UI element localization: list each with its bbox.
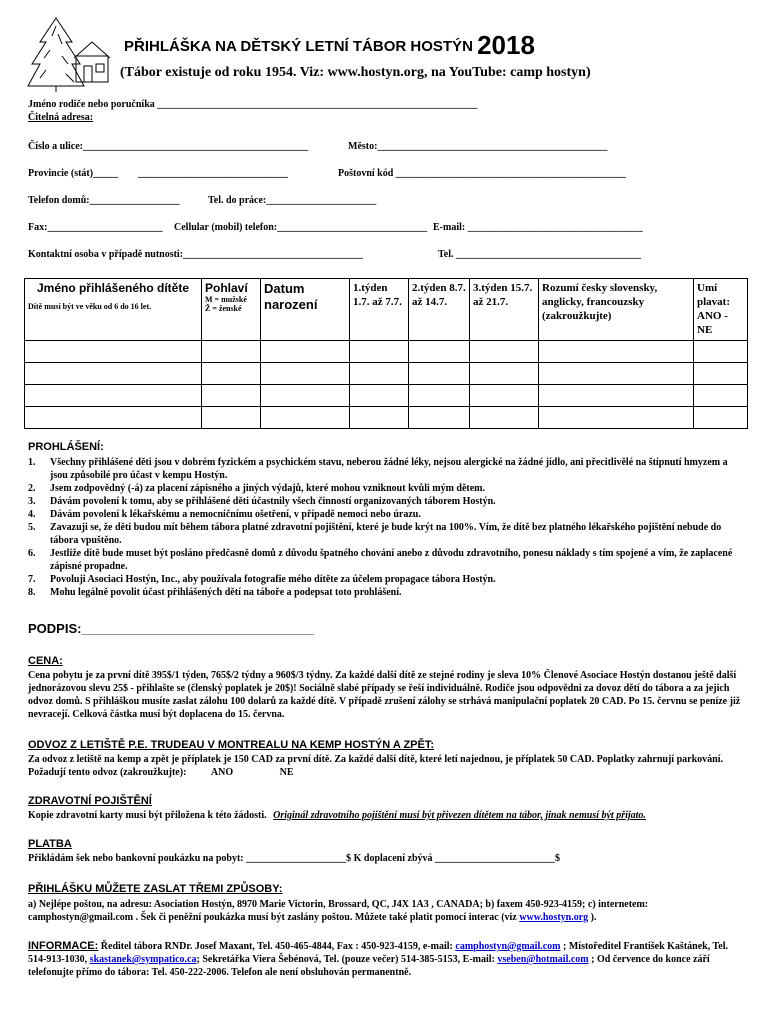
table-header-row — [25, 279, 748, 341]
postal-code-field[interactable]: Poštovní kód ______________________________________________ — [338, 168, 626, 179]
signature-field[interactable] — [28, 621, 314, 636]
year: 2018 — [477, 30, 535, 60]
home-phone-field[interactable]: Telefon domů:__________________ — [28, 195, 180, 206]
province-line[interactable]: ______________________________ — [138, 168, 288, 179]
email-link-secretary[interactable]: vseben@hotmail.com — [497, 954, 589, 965]
insurance-text: Kopie zdravotní karty musí být přiložena k této žádosti. Originál zdravotního pojištění musí být přivezen dítětem na tábor, jinak nemusí být přijato. — [28, 810, 646, 821]
table-row[interactable] — [25, 341, 748, 363]
send-title: PŘIHLÁŠKU MŮŽETE ZASLAT TŘEMI ZPŮSOBY: — [28, 883, 283, 895]
col-swim: Umí plavat: ANO - NE — [694, 279, 748, 341]
col-birthdate: Datum narození — [261, 279, 350, 341]
transport-no-option[interactable]: NE — [279, 767, 294, 778]
col-languages: Rozumí česky slovensky, anglicky, francouzsky (zakroužkujte) — [539, 279, 694, 341]
legible-address-label: Čitelná adresa: — [28, 112, 94, 123]
col-child-name: Jméno přihlášeného dítěte Dítě musí být ve věku od 6 do 16 let. — [25, 279, 202, 341]
contact-person-field[interactable]: Kontaktní osoba v případě nutnosti:____________________________________ — [28, 249, 364, 260]
contact-tel-field[interactable]: Tel. _____________________________________ — [438, 249, 641, 260]
list-item: 5. Zavazuji se, že děti budou mít během tábora platné zdravotní pojištění, které je bude krýt na 100%. Vím, že dítě bez platného lékařského pojištění nebude do tábora vpuštěno. — [28, 522, 722, 546]
street-field[interactable]: Číslo a ulice:_____________________________________________ — [28, 141, 308, 152]
email-link-camp[interactable]: camphostyn@gmail.com — [455, 941, 561, 952]
price-text: Cena pobytu je za první dítě 395$/1 týden, 765$/2 týdny a 960$/3 týdny. Za každé další dítě ze stejné rodiny je sleva 10% Členové Asociace Hostýn dostanou ještě další jednorázovou slevu 25$ - přihlašte se (členský poplatek je 20$)! Sociálně slabé případy se řeší individuálně. Rodiče jsou odpovědni za dovoz dětí do tábora a za jejich odvoz domů. S přihláškou musíte zaslat zálohu 100 dolarů za každé dítě. V případě zrušení zálohy se strhává manipulační poplatek 20 CAD. Po 15. červnu se peníze již nevracejí. Celková částka musí být doplacena do 15. června. — [28, 670, 741, 720]
list-item: 7. Povoluji Asociaci Hostýn, Inc., aby používala fotografie mého dítěte za účelem propagace tábora Hostýn. — [28, 574, 496, 585]
page-title: PŘIHLÁŠKA NA DĚTSKÝ LETNÍ TÁBOR HOSTÝN 2018 — [124, 30, 535, 60]
col-week-3: 3.týden 15.7. až 21.7. — [470, 279, 539, 341]
signature-label: PODPIS: — [28, 621, 82, 636]
email-field[interactable]: E-mail: ___________________________________ — [433, 222, 643, 233]
declaration-list — [28, 456, 738, 599]
price-title: CENA: — [28, 655, 63, 667]
work-phone-field[interactable]: Tel. do práce:______________________ — [208, 195, 377, 206]
transport-yes-option[interactable]: ANO — [210, 767, 234, 778]
website-link[interactable]: www.hostyn.org — [519, 912, 589, 923]
list-item: 2. Jsem zodpovědný (-á) za placení zápisného a jiných výdajů, které mohou vzniknout kvůli mým dětem. — [28, 483, 486, 494]
signature-line[interactable]: ______________________________________ — [81, 624, 314, 636]
insurance-title: ZDRAVOTNÍ POJIŠTĚNÍ — [28, 795, 152, 807]
email-link-deputy[interactable]: skastanek@sympatico.ca — [89, 954, 197, 965]
info-text: INFORMACE: Ředitel tábora RNDr. Josef Maxant, Tel. 450-465-4844, Fax : 450-923-4159, e-mail: camphostyn@gmail.com ; Místoředitel František Kaštánek, Tel. 514-913-1030, skastanek@sympatico.ca; Sekretářka Viera Šebénová, Tel. (pouze večer) 514-385-5153, E-mail: vseben@hotmail.com ; Od července do konce září telefonujte přímo do tábora: Tel. 450-222-2006. Telefon ale není obsluhován permanentně. — [28, 940, 729, 978]
send-text: a) Nejlépe poštou, na adresu: Asociation Hostýn, 8970 Marie Victorin, Brossard, QC, J4X 1A3 , CANADA; b) faxem 450-923-4159; c) internetem: camphostyn@gmail.com . Šek či peněžní poukázka musí být zaslány poštou. Můžete také platit pomocí interac (viz www.hostyn.org ). — [28, 899, 649, 923]
parent-name-field[interactable]: Jméno rodiče nebo poručníka ________________________________________________________________ — [28, 99, 478, 110]
transport-text: Za odvoz z letiště na kemp a zpět je příplatek je 150 CAD za první dítě. Za každé další dítě, které letí najednou, je příplatek 50 CAD. Poplatky zahrnují parkování. Požadují tento odvoz (zakroužkujte): ANO NE — [28, 754, 723, 778]
col-gender: Pohlaví M = mužské Ž = ženské — [202, 279, 261, 341]
province-field[interactable]: Provincie (stát)_____ — [28, 168, 119, 179]
payment-text[interactable]: Přikládám šek nebo bankovní poukázku na pobyt: ____________________$ K doplacení zbývá ________________________$ — [28, 853, 561, 864]
list-item: 6. Jestliže dítě bude muset být posláno předčasně domů z důvodu špatného chování anebo z důvodu zdravotního, ponesu náklady s tím spojené a vím, že zaplacené zápisné propadne. — [28, 548, 733, 572]
list-item: 4. Dávám povolení k lékařskému a nemocničnímu ošetření, v případě nemoci nebo úrazu. — [28, 509, 421, 520]
col-week-2: 2.týden 8.7. až 14.7. — [409, 279, 470, 341]
cellular-field[interactable]: Cellular (mobil) telefon:______________________________ — [174, 222, 428, 233]
col-week-1: 1.týden 1.7. až 7.7. — [350, 279, 409, 341]
table-row[interactable] — [25, 385, 748, 407]
table-row[interactable] — [25, 363, 748, 385]
insurance-note: Originál zdravotního pojištění musí být přivezen dítětem na tábor, jinak nemusí být přijato. — [273, 810, 646, 821]
list-item: 3. Dávám povolení k tomu, aby se přihlášené děti účastnily všech činností organizovaných táborem Hostýn. — [28, 496, 496, 507]
fax-field[interactable]: Fax:_______________________ — [28, 222, 163, 233]
city-field[interactable]: Město:______________________________________________ — [348, 141, 608, 152]
camp-logo — [26, 12, 112, 94]
registration-table — [24, 278, 748, 429]
payment-title: PLATBA — [28, 838, 72, 850]
page-subtitle: (Tábor existuje od roku 1954. Viz: www.hostyn.org, na YouTube: camp hostyn) — [120, 65, 591, 80]
transport-title: ODVOZ Z LETIŠTĚ P.E. TRUDEAU V MONTREALU NA KEMP HOSTÝN A ZPĚT: — [28, 739, 435, 751]
list-item: 8. Mohu legálně povolit účast přihlášených dětí na táboře a podepsat toto prohlášení. — [28, 587, 402, 598]
info-title: INFORMACE: — [28, 940, 99, 952]
list-item: 1. Všechny přihlášené děti jsou v dobrém fyzickém a psychickém stavu, neberou žádné léky, nejsou alergické na žádné jídlo, ani přecitlivělé na štípnutí hmyzem a jsou způsobilé pro účast v kempu Hostýn. — [28, 457, 728, 481]
declaration-title: PROHLÁŠENÍ: — [28, 441, 104, 453]
table-row[interactable] — [25, 407, 748, 429]
